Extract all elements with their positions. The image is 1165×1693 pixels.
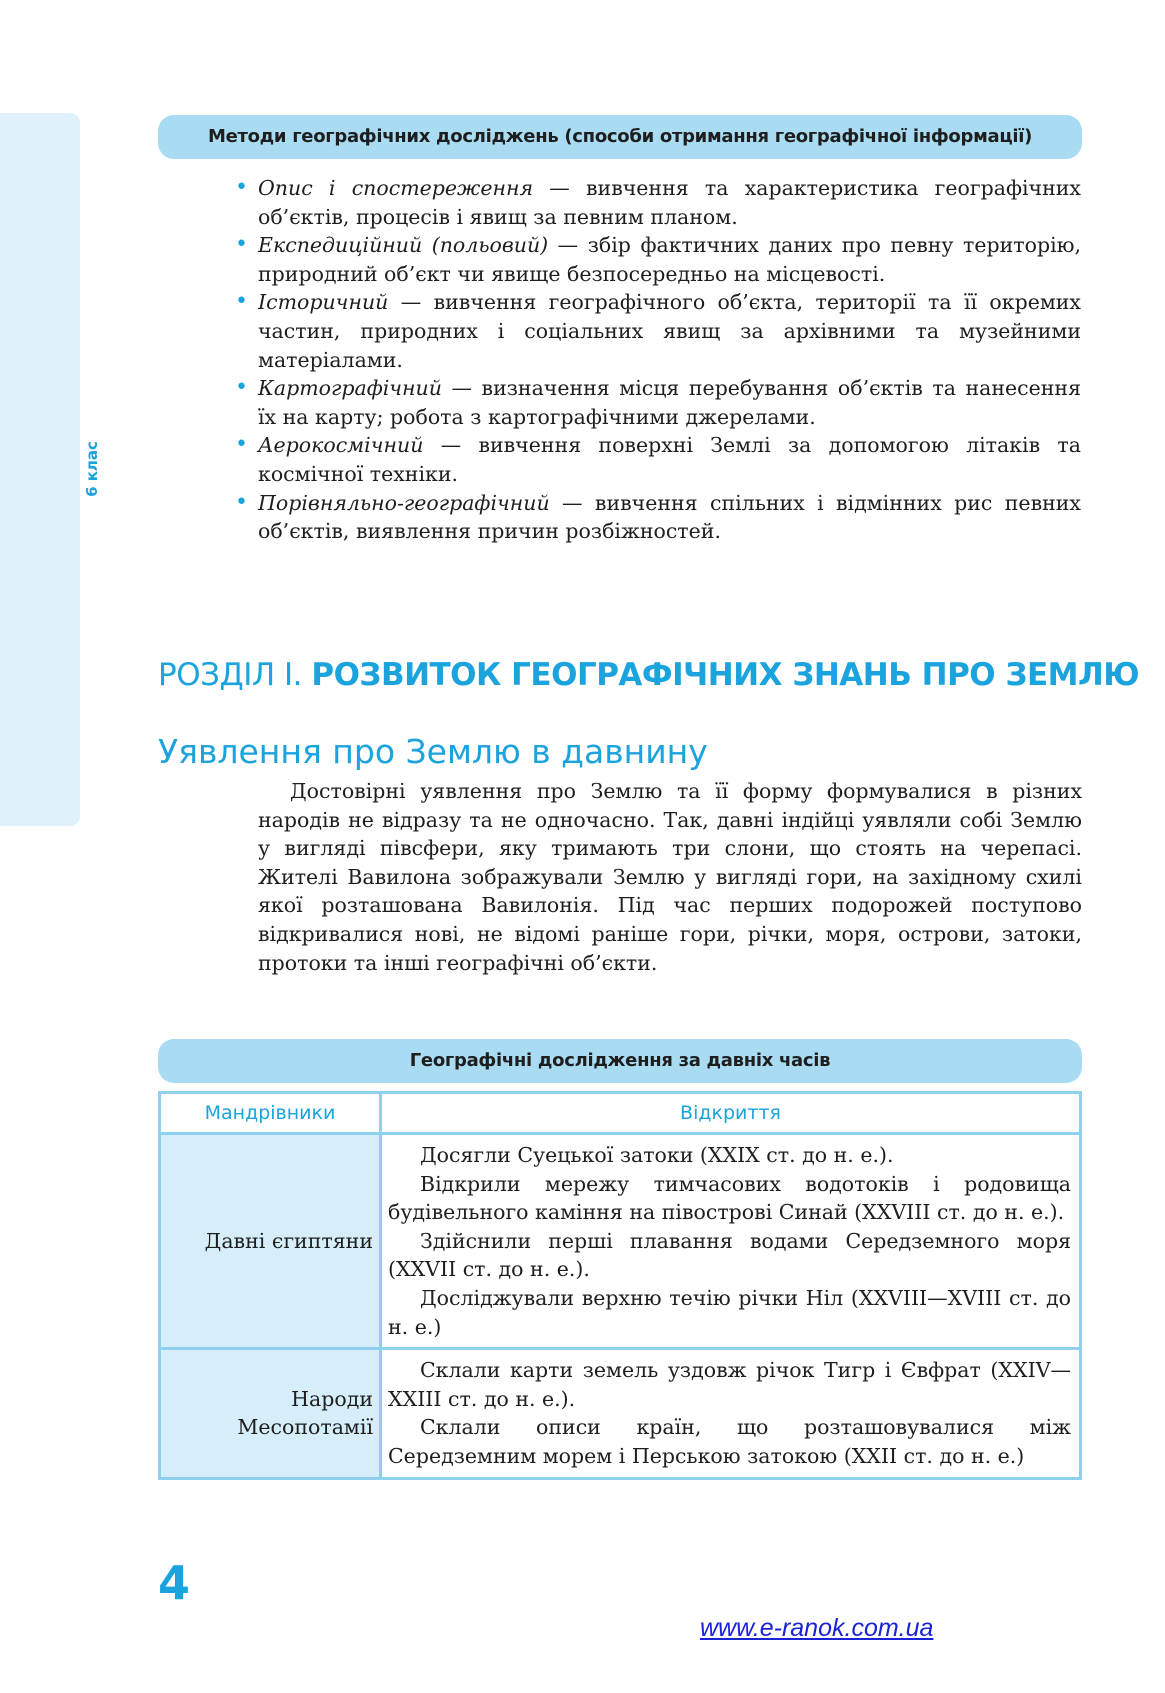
bullet-icon: •	[235, 432, 248, 458]
table-header-row	[160, 1093, 1081, 1134]
list-item	[235, 288, 1081, 374]
discovery-entry: Склали описи країн, що розташовувалися між Середземним морем і Перською затокою (XXII ст. до н. е.)	[388, 1415, 1071, 1468]
section-title	[158, 655, 1140, 695]
method-description: — вивчення спільних і відмінних рис певних об’єктів, виявлення причин розбіжностей.	[258, 490, 1081, 544]
methods-list	[235, 174, 1081, 546]
list-item	[235, 231, 1081, 288]
discovery-entry: Склали карти земель уздовж річок Тигр і Євфрат (XXIV—XXIII ст. до н. е.).	[388, 1358, 1071, 1411]
list-item	[235, 431, 1081, 488]
page-number: 4	[158, 1556, 191, 1610]
method-description: — визначення місця перебування об’єктів та нанесення їх на карту; робота з картографічними джерелами.	[258, 376, 1081, 429]
method-term: Опис і спостереження	[258, 176, 534, 200]
travelers-cell: Народи Месопотамії	[160, 1349, 381, 1478]
list-item	[235, 489, 1081, 546]
bullet-icon: •	[235, 489, 248, 515]
bullet-icon: •	[235, 232, 248, 258]
discovery-entry: Досліджували верхню течію річки Ніл (XXVIII—XVIII ст. до н. е.)	[388, 1285, 1071, 1339]
list-item	[235, 174, 1081, 231]
section-name: РОЗВИТОК ГЕОГРАФІЧНИХ ЗНАНЬ ПРО ЗЕМЛЮ	[311, 657, 1140, 693]
method-description: — вивчення поверхні Землі за допомогою літаків та космічної техніки.	[258, 433, 1081, 486]
discovery-entry: Відкрили мережу тимчасових водотоків і родовища будівельного каміння на півострові Синай (XXVIII ст. до н. е.).	[388, 1171, 1071, 1225]
bullet-icon: •	[235, 175, 248, 200]
discoveries-cell	[381, 1349, 1081, 1478]
website-link[interactable]: www.e-ranok.com.ua	[700, 1614, 934, 1642]
travelers-cell: Давні єгиптяни	[160, 1134, 381, 1349]
method-term: Експедиційний (польовий)	[258, 233, 549, 258]
table-caption: Географічні дослідження за давніх часів	[158, 1039, 1082, 1083]
bullet-icon: •	[235, 289, 248, 315]
column-header-discoveries: Відкриття	[381, 1093, 1081, 1134]
discoveries-cell	[381, 1134, 1081, 1349]
topic-heading: Уявлення про Землю в давнину	[158, 732, 708, 771]
grade-label-text: 6 клас	[83, 441, 101, 497]
topic-paragraph: Достовірні уявлення про Землю та її форму формувалися в різних народів не відразу та не одночасно. Так, давні індійці уявляли собі Землю у вигляді півсфери, яку тримають три слони, що стоять на черепасі. Жителі Вавилона зображували Землю у вигляді гори, на західному схилі якої розташована Вавилонія. Під час перших подорожей поступово відкривалися нові, не відомі раніше гори, річки, моря, острови, затоки, протоки та інші географічні об’єкти.	[258, 779, 1082, 975]
methods-header: Методи географічних досліджень (способи отримання географічної інформації)	[158, 115, 1082, 159]
column-header-travelers: Мандрівники	[160, 1093, 381, 1134]
method-term: Порівняльно-географічний	[258, 490, 550, 515]
discovery-entry: Здійснили перші плавання водами Середземного моря (XXVII ст. до н. е.).	[388, 1228, 1071, 1282]
section-prefix: РОЗДІЛ I.	[158, 657, 302, 693]
list-item	[235, 374, 1081, 431]
method-term: Картографічний	[258, 376, 442, 401]
method-term: Історичний	[258, 290, 389, 315]
method-term: Аерокосмічний	[258, 433, 424, 458]
method-description: — збір фактичних даних про певну територію, природний об’єкт чи явище безпосередньо на місцевості.	[258, 233, 1082, 286]
discoveries-table	[158, 1091, 1082, 1480]
table-row	[160, 1349, 1081, 1478]
discovery-entry: Досягли Суецької затоки (XXIX ст. до н. е.).	[420, 1143, 894, 1167]
method-description: — вивчення та характеристика географічних об’єктів, процесів і явищ за певним планом.	[258, 176, 1081, 229]
side-tab	[0, 113, 80, 826]
bullet-icon: •	[235, 375, 248, 401]
method-description: — вивчення географічного об’єкта, території та її окремих частин, природних і соціальних явищ за архівними та музейними матеріалами.	[258, 290, 1081, 372]
table-row	[160, 1134, 1081, 1349]
